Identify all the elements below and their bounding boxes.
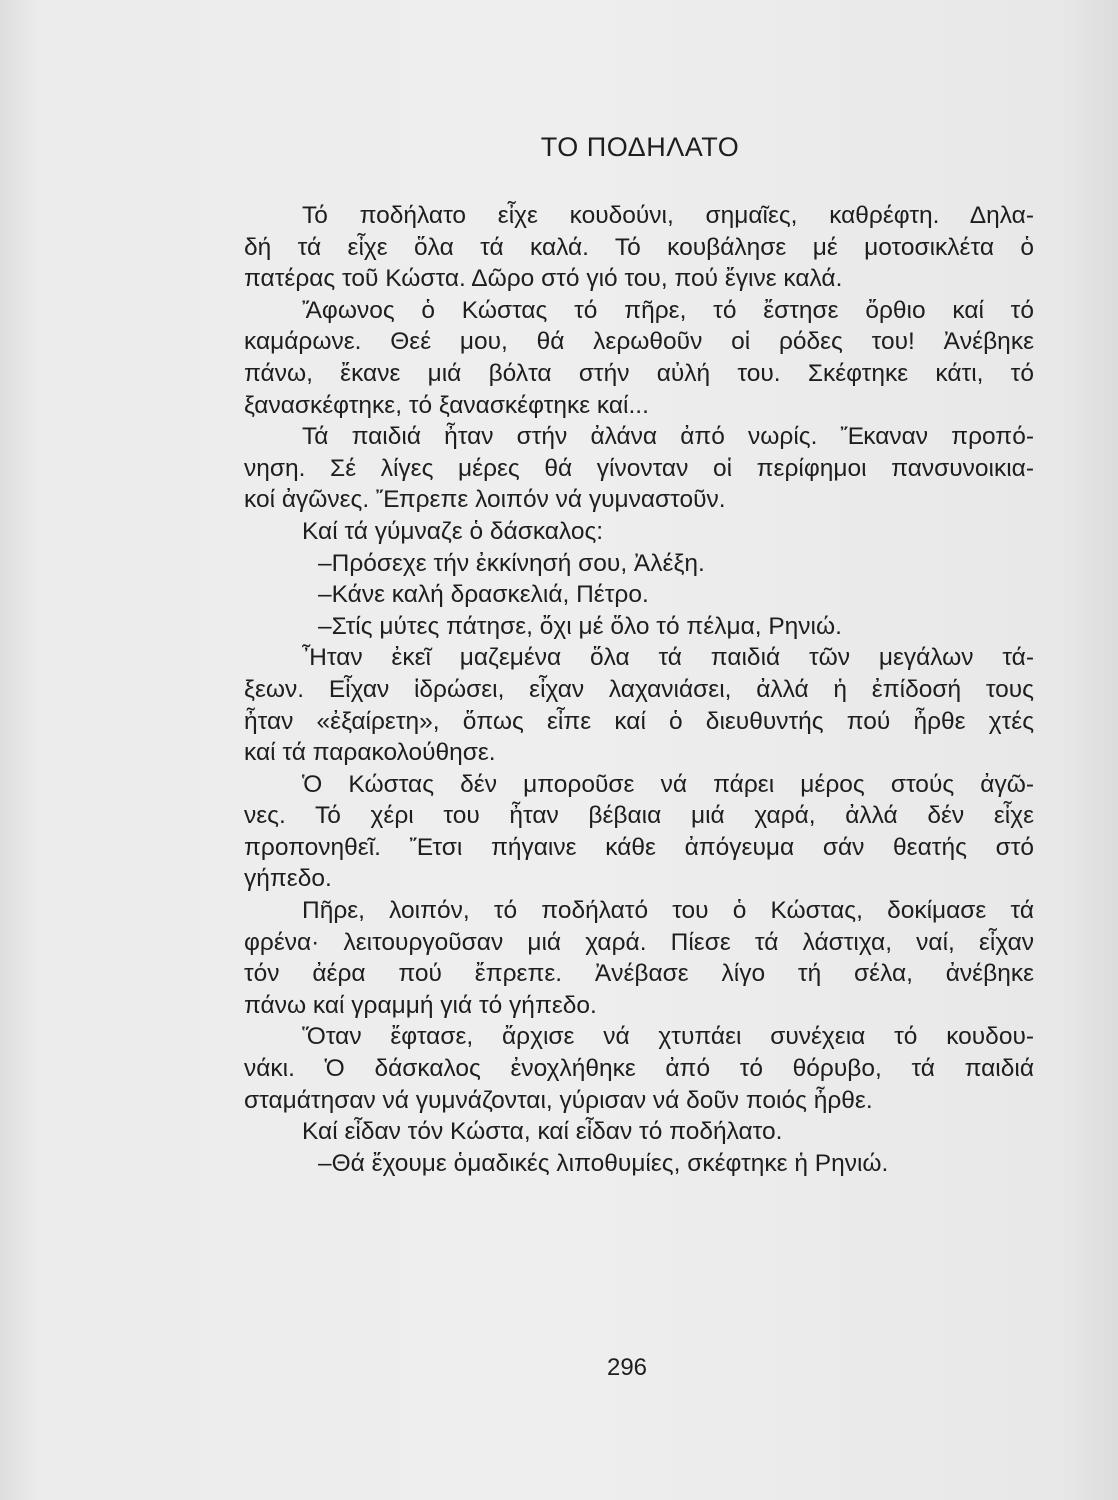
text-line: σταμάτησαν νά γυμνάζονται, γύρισαν νά δοῦν ποιός ἦρθε. [244,1086,873,1114]
text-line: πάνω καί γραμμή γιά τό γήπεδο. [244,991,597,1019]
text-line: –Θά ἔχουμε ὁμαδικές λιποθυμίες, σκέφτηκε ἡ Ρηνιώ. [318,1149,889,1177]
text-line: ξεων. Εἶχαν ἱδρώσει, εἶχαν λαχανιάσει, ἀλλά ἡ ἐπίδοσή τους [244,675,1034,703]
body-text [244,200,1034,1179]
text-line: νάκι. Ὁ δάσκαλος ἐνοχλήθηκε ἀπό τό θόρυβο, τά παιδιά [244,1055,1034,1083]
text-line: ξανασκέφτηκε, τό ξανασκέφτηκε καί... [244,391,649,419]
text-line: Τό ποδήλατο εἶχε κουδούνι, σημαῖες, καθρέφτη. Δηλα- [302,202,1034,229]
text-line: γήπεδο. [244,865,332,893]
text-line: Καί εἶδαν τόν Κώστα, καί εἶδαν τό ποδήλατο. [302,1118,783,1146]
text-line: Ἄφωνος ὁ Κώστας τό πῆρε, τό ἔστησε ὄρθιο καί τό [302,296,1034,324]
text-line: –Κάνε καλή δρασκελιά, Πέτρο. [318,581,649,609]
text-line: –Στίς μύτες πάτησε, ὄχι μέ ὅλο τό πέλμα, Ρηνιώ. [318,612,842,640]
text-line: Ὁ Κώστας δέν μποροῦσε νά πάρει μέρος στούς ἀγῶ- [302,770,1034,798]
text-line: Καί τά γύμναζε ὁ δάσκαλος: [302,517,604,545]
text-line: Τά παιδιά ἦταν στήν ἀλάνα ἀπό νωρίς. Ἔκαναν προπό- [302,423,1034,451]
text-line: κοί ἀγῶνες. Ἔπρεπε λοιπόν νά γυμναστοῦν. [244,486,726,514]
text-line: Ἦταν ἐκεῖ μαζεμένα ὅλα τά παιδιά τῶν μεγάλων τά- [302,644,1034,672]
text-line: δή τά εἶχε ὅλα τά καλά. Τό κουβάλησε μέ μοτοσικλέτα ὁ [244,233,1034,261]
text-line: νηση. Σέ λίγες μέρες θά γίνονταν οἱ περίφημοι πανσυνοικια- [244,454,1034,482]
text-line: Ὅταν ἔφτασε, ἄρχισε νά χτυπάει συνέχεια τό κουδου- [302,1023,1034,1051]
text-line: Πῆρε, λοιπόν, τό ποδήλατό του ὁ Κώστας, δοκίμασε τά [302,897,1034,925]
text-line: τόν ἀέρα πού ἔπρεπε. Ἀνέβασε λίγο τή σέλα, ἀνέβηκε [244,960,1034,988]
chapter-title: ΤΟ ΠΟΔΗΛΑΤΟ [540,132,740,162]
text-line: καμάρωνε. Θεέ μου, θά λερωθοῦν οἱ ρόδες του! Ἀνέβηκε [244,328,1034,356]
text-line: πατέρας τοῦ Κώστα. Δῶρο στό γιό του, πού ἔγινε καλά. [244,265,843,293]
text-line: καί τά παρακολούθησε. [244,739,496,767]
text-line: φρένα· λειτουργοῦσαν μιά χαρά. Πίεσε τά λάστιχα, ναί, εἶχαν [244,928,1034,956]
text-line: νες. Τό χέρι του ἦταν βέβαια μιά χαρά, ἀλλά δέν εἶχε [244,802,1034,830]
text-line: ἦταν «ἐξαίρετη», ὅπως εἶπε καί ὁ διευθυντής πού ἦρθε χτές [244,707,1034,735]
text-line: προπονηθεῖ. Ἔτσι πήγαινε κάθε ἀπόγευμα σάν θεατής στό [244,833,1034,861]
text-line: πάνω, ἔκανε μιά βόλτα στήν αὐλή του. Σκέφτηκε κάτι, τό [244,359,1034,387]
page-number: 296 [606,1354,648,1381]
text-line: –Πρόσεχε τήν ἐκκίνησή σου, Ἀλέξη. [318,549,705,577]
